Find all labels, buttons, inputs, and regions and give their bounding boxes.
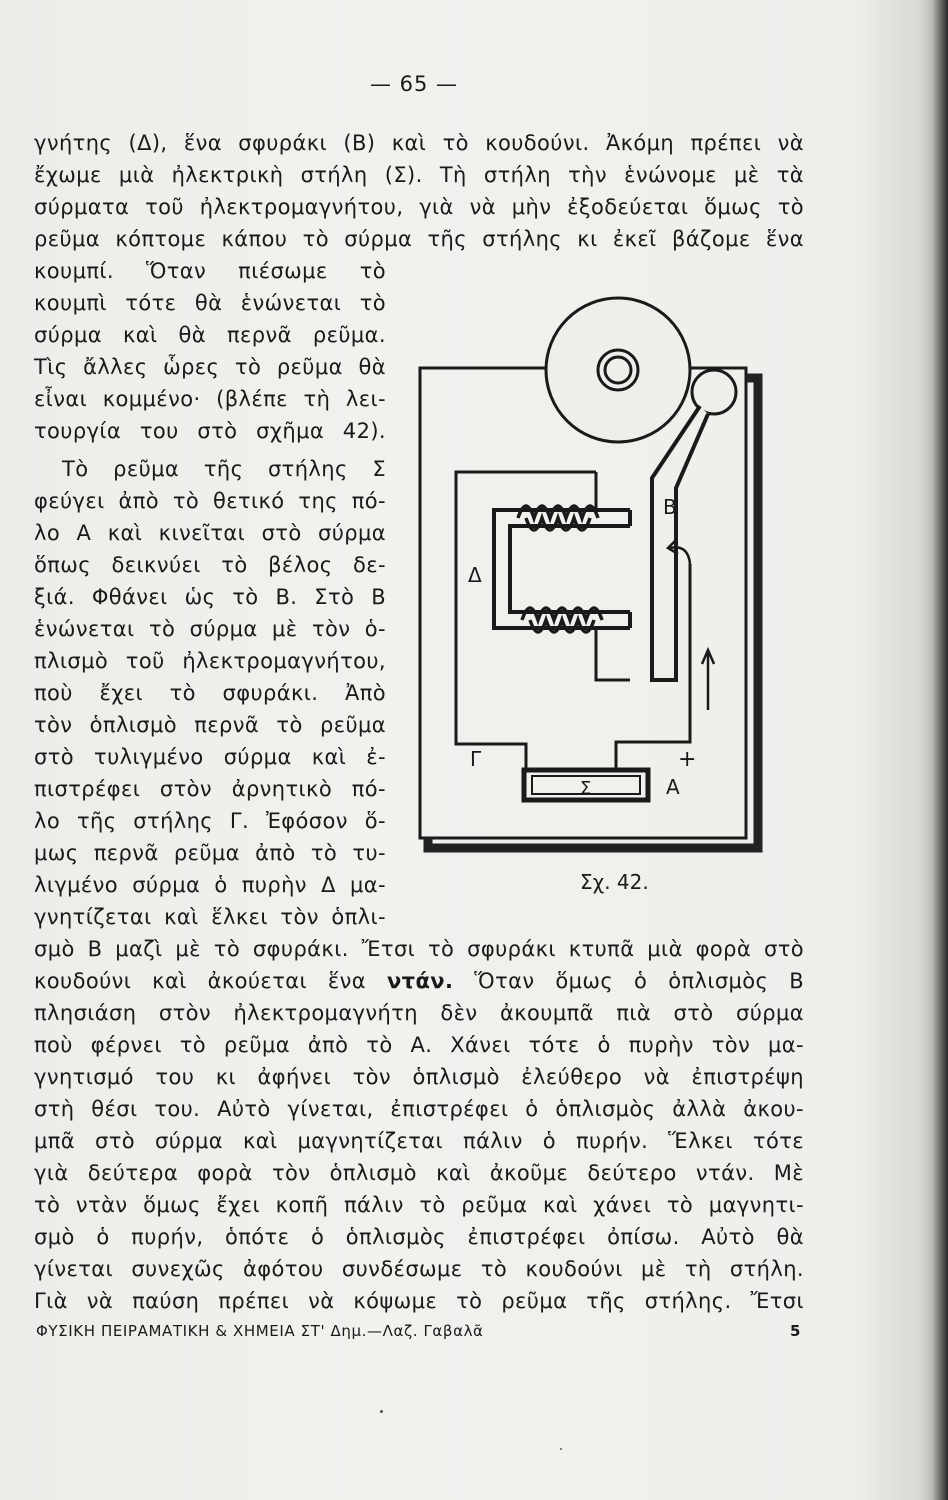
bold-word: ντάν. xyxy=(386,969,454,993)
page-edge-shadow xyxy=(932,0,948,1500)
text-line: γιὰ δεύτερα φορὰ τὸν ὁπλισμὸ καὶ ἀκοῦμε δεύτερο ντάν. Μὲ xyxy=(34,1161,804,1185)
paper-speck xyxy=(380,1410,383,1413)
text-line: γνήτης (Δ), ἕνα σφυράκι (Β) καὶ τὸ κουδούνι. Ἀκόμη πρέπει νὰ xyxy=(34,131,804,155)
label-a: Α xyxy=(666,775,680,799)
text-line: Τὸ ρεῦμα τῆς στήλης Σ xyxy=(62,457,386,481)
text-line: ποὺ φέρνει τὸ ρεῦμα ἀπὸ τὸ Α. Χάνει τότε ὁ πυρὴν τὸν μα- xyxy=(34,1033,804,1057)
text-line: πιστρέφει στὸν ἀρνητικὸ πό- xyxy=(34,777,386,801)
text-line: πλισμὸ τοῦ ἠλεκτρομαγνήτου, xyxy=(34,649,386,673)
text-line: μπᾶ στὸ σύρμα καὶ μαγνητίζεται πάλιν ὁ πυρήν. Ἕλκει τότε xyxy=(34,1129,804,1153)
text-line: τὸν ὁπλισμὸ περνᾶ τὸ ρεῦμα xyxy=(34,713,386,737)
text-line: μως περνᾶ ρεῦμα ἀπὸ τὸ τυ- xyxy=(34,841,386,865)
text-line: πλησιάση στὸν ἠλεκτρομαγνήτη δὲν ἀκουμπᾶ πιὰ στὸ σύρμα xyxy=(34,1001,804,1025)
text-line: λο Α καὶ κινεῖται στὸ σύρμα xyxy=(34,521,386,545)
text-line: στὸ τυλιγμένο σύρμα καὶ ἐ- xyxy=(34,745,386,769)
text-line: γνητισμό του κι ἀφήνει τὸν ὁπλισμὸ ἐλεύθερο νὰ ἐπιστρέψη xyxy=(34,1065,804,1089)
text-line: φεύγει ἀπὸ τὸ θετικό της πό- xyxy=(34,489,386,513)
text-line: γνητίζεται καὶ ἕλκει τὸν ὁπλι- xyxy=(34,905,386,929)
text-line: Τὶς ἄλλες ὧρες τὸ ρεῦμα θὰ xyxy=(34,355,386,379)
text-line: λιγμένο σύρμα ὁ πυρὴν Δ μα- xyxy=(34,873,386,897)
text-span: Ὅταν ὅμως ὁ ὁπλισμὸς Β xyxy=(474,969,804,993)
text-line: ἔχωμε μιὰ ἠλεκτρικὴ στήλη (Σ). Τὴ στήλη τὴν ἑνώνομε μὲ τὰ xyxy=(34,163,804,187)
paper-speck xyxy=(560,1448,562,1450)
text-line: τουργία του στὸ σχῆμα 42). xyxy=(34,419,386,443)
label-delta: Δ xyxy=(468,563,482,587)
text-line: ὅπως δεικνύει τὸ βέλος δε- xyxy=(34,553,386,577)
text-line: κουμπί. Ὅταν πιέσωμε τὸ xyxy=(34,259,386,283)
text-line: Γιὰ νὰ παύση πρέπει νὰ κόψωμε τὸ ρεῦμα τῆς στήλης. Ἔτσι xyxy=(34,1289,804,1313)
text-line: κουμπὶ τότε θὰ ἑνώνεται τὸ xyxy=(34,291,386,315)
text-line: ποὺ ἔχει τὸ σφυράκι. Ἀπὸ xyxy=(34,681,386,705)
footer-title: ΦΥΣΙΚΗ ΠΕΙΡΑΜΑΤΙΚΗ & ΧΗΜΕΙΑ ΣΤ' Δημ.—Λαζ. Γαβαλᾶ xyxy=(36,1322,484,1340)
electric-bell-diagram xyxy=(408,282,770,857)
text-line: σύρματα τοῦ ἠλεκτρομαγνήτου, γιὰ νὰ μὴν ἐξοδεύεται ὅμως τὸ xyxy=(34,195,804,219)
text-line: σύρμα καὶ θὰ περνᾶ ρεῦμα. xyxy=(34,323,386,347)
label-gamma: Γ xyxy=(470,747,482,771)
label-plus: + xyxy=(678,747,697,772)
text-line: λο τῆς στήλης Γ. Ἐφόσον ὅ- xyxy=(34,809,386,833)
signature-number: 5 xyxy=(790,1322,801,1340)
text-line: στὴ θέσι του. Αὐτὸ γίνεται, ἐπιστρέφει ὁ ὁπλισμὸς ἀλλὰ ἀκου- xyxy=(34,1097,804,1121)
label-sigma: Σ xyxy=(580,778,592,799)
text-line: ἑνώνεται τὸ σύρμα μὲ τὸν ὁ- xyxy=(34,617,386,641)
text-span: κουδούνι καὶ ἀκούεται ἕνα xyxy=(34,969,367,993)
text-line: γίνεται συνεχῶς ἀφότου συνδέσωμε τὸ κουδούνι μὲ τὴ στήλη. xyxy=(34,1257,804,1281)
text-line: σμὸ ὁ πυρήν, ὁπότε ὁ ὁπλισμὸς ἐπιστρέφει ὀπίσω. Αὐτὸ θὰ xyxy=(34,1225,804,1249)
text-line: ξιά. Φθάνει ὡς τὸ Β. Στὸ Β xyxy=(34,585,386,609)
text-line: τὸ ντὰν ὅμως ἔχει κοπῆ πάλιν τὸ ρεῦμα καὶ χάνει τὸ μαγνητι- xyxy=(34,1193,804,1217)
text-line: εἶναι κομμένο· (βλέπε τὴ λει- xyxy=(34,387,386,411)
text-line: ρεῦμα κόπτομε κάπου τὸ σύρμα τῆς στήλης κι ἐκεῖ βάζομε ἕνα xyxy=(34,227,804,251)
text-line-with-bold xyxy=(34,966,804,997)
figure-caption: Σχ. 42. xyxy=(580,870,649,894)
text-line: σμὸ Β μαζὶ μὲ τὸ σφυράκι. Ἔτσι τὸ σφυράκι κτυπᾶ μιὰ φορὰ στὸ xyxy=(34,937,804,961)
page-number: — 65 — xyxy=(369,72,459,96)
label-b: Β xyxy=(663,495,677,519)
